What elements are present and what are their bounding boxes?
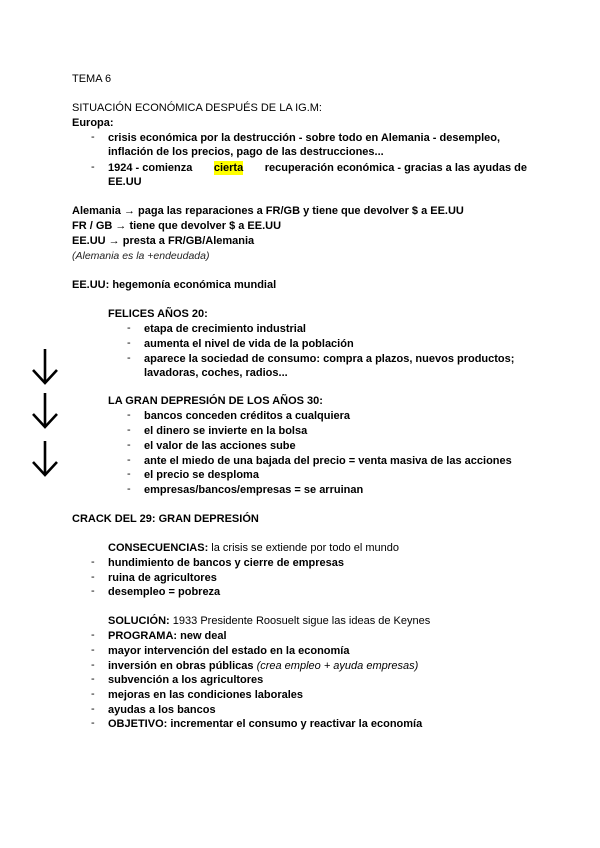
solucion-item: PROGRAMA: new deal	[108, 630, 227, 642]
depresion-title: LA GRAN DEPRESIÓN DE LOS AÑOS 30:	[108, 395, 323, 407]
solucion-label: SOLUCIÓN:	[108, 615, 170, 627]
relation-fr-gb: FR / GB → tiene que devolver $ a EE.UU	[72, 220, 282, 232]
down-arrow-icon	[30, 392, 60, 430]
bullet: -	[91, 585, 95, 597]
bullet: -	[91, 688, 95, 700]
consecuencias-label: CONSECUENCIAS:	[108, 542, 209, 554]
europa-label: Europa:	[72, 117, 114, 129]
solucion-item: ayudas a los bancos	[108, 704, 216, 716]
consecuencias-item: hundimiento de bancos y cierre de empresas	[108, 557, 344, 569]
solucion-item: OBJETIVO: incrementar el consumo y reactivar la economía	[108, 718, 423, 730]
bullet: -	[91, 571, 95, 583]
bullet: -	[91, 717, 95, 729]
consecuencias-item: desempleo = pobreza	[108, 586, 221, 598]
europa-item-1-line-2: inflación de los precios, pago de las destrucciones...	[108, 146, 384, 158]
europa-item-2-pre: 1924 - comienza	[108, 162, 193, 174]
bullet: -	[127, 468, 131, 480]
bullet: -	[127, 352, 131, 364]
solucion-item-note: (crea empleo + ayuda empresas)	[256, 660, 419, 672]
bullet: -	[127, 337, 131, 349]
europa-item-1-line-1: crisis económica por la destrucción - sobre todo en Alemania - desempleo,	[108, 132, 501, 144]
solucion-item	[108, 659, 418, 673]
consecuencias-line	[108, 541, 399, 555]
felices-item: etapa de crecimiento industrial	[144, 323, 306, 335]
bullet: -	[127, 424, 131, 436]
felices-title: FELICES AÑOS 20:	[108, 308, 208, 320]
down-arrow-icon	[30, 348, 60, 386]
depresion-item: el precio se desploma	[144, 469, 259, 481]
bullet: -	[127, 439, 131, 451]
felices-item: aparece la sociedad de consumo: compra a plazos, nuevos productos;	[144, 353, 515, 365]
bullet: -	[127, 409, 131, 421]
bullet: -	[91, 644, 95, 656]
down-arrow-icon	[30, 440, 60, 478]
solucion-line	[108, 614, 430, 628]
consecuencias-item: ruina de agricultores	[108, 572, 217, 584]
bullet: -	[91, 629, 95, 641]
felices-item: aumenta el nivel de vida de la población	[144, 338, 354, 350]
depresion-item: empresas/bancos/empresas = se arruinan	[144, 484, 364, 496]
bullet: -	[91, 131, 95, 143]
solucion-item: subvención a los agricultores	[108, 674, 264, 686]
bullet: -	[91, 161, 95, 173]
bullet: -	[91, 659, 95, 671]
bullet: -	[127, 322, 131, 334]
bullet: -	[91, 703, 95, 715]
relation-alemania: Alemania → paga las reparaciones a FR/GB y tiene que devolver $ a EE.UU	[72, 205, 464, 217]
relation-eeuu: EE.UU → presta a FR/GB/Alemania	[72, 235, 255, 247]
depresion-item: el dinero se invierte en la bolsa	[144, 425, 308, 437]
europa-item-2-post: recuperación económica - gracias a las ayudas de	[264, 162, 527, 174]
bullet: -	[91, 556, 95, 568]
highlighted-word: cierta	[213, 162, 244, 174]
situacion-title: SITUACIÓN ECONÓMICA DESPUÉS DE LA IG.M:	[72, 102, 322, 114]
crack-title: CRACK DEL 29: GRAN DEPRESIÓN	[72, 513, 259, 525]
depresion-item: el valor de las acciones sube	[144, 440, 296, 452]
bullet: -	[127, 454, 131, 466]
solucion-item-text: inversión en obras públicas	[108, 660, 254, 672]
europa-item-2-line-1	[108, 161, 527, 175]
depresion-item: bancos conceden créditos a cualquiera	[144, 410, 351, 422]
relations-note: (Alemania es la +endeudada)	[72, 250, 210, 262]
felices-item-continuation: lavadoras, coches, radios...	[144, 367, 288, 379]
bullet: -	[91, 673, 95, 685]
tema-label: TEMA 6	[72, 73, 112, 85]
solucion-item: mejoras en las condiciones laborales	[108, 689, 304, 701]
hegemonia-line: EE.UU: hegemonía económica mundial	[72, 279, 277, 291]
solucion-item: mayor intervención del estado en la economía	[108, 645, 350, 657]
europa-item-2-line-2: EE.UU	[108, 176, 142, 188]
solucion-text: 1933 Presidente Roosuelt sigue las ideas de Keynes	[172, 615, 431, 627]
depresion-item: ante el miedo de una bajada del precio = venta masiva de las acciones	[144, 455, 512, 467]
consecuencias-text: la crisis se extiende por todo el mundo	[211, 542, 400, 554]
bullet: -	[127, 483, 131, 495]
